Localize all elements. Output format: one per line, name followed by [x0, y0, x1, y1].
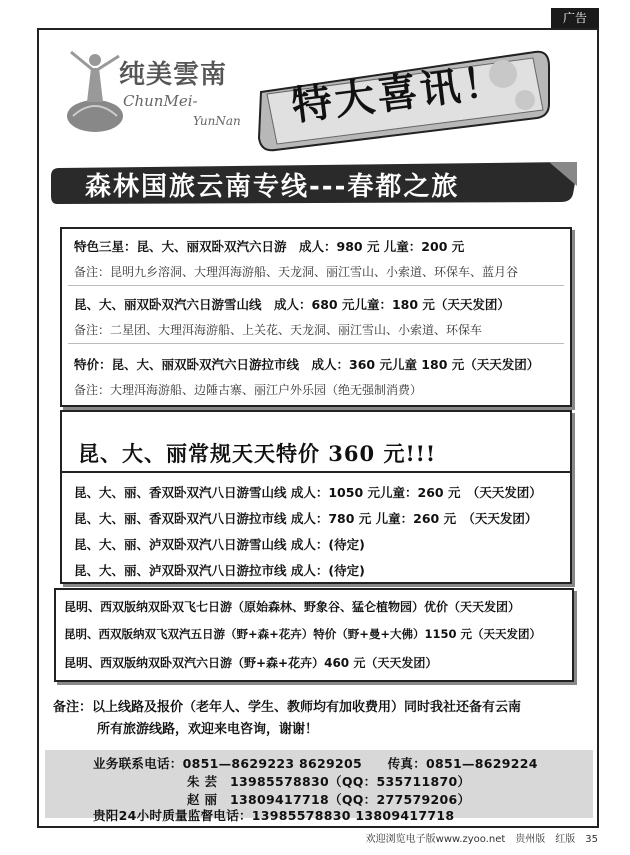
advertisement-frame	[37, 28, 599, 828]
route-note: 备注：大理洱海游船、边陲古寨、丽江户外乐园（绝无强制消费）	[74, 383, 423, 397]
route-line: 昆、大、丽双卧双汽六日游雪山线 成人：680 元儿童：180 元（天天发团）	[74, 297, 510, 312]
route-line: 昆、大、丽、香双卧双汽八日游拉市线 成人：780 元 儿童：260 元 （天天发团）	[74, 511, 538, 526]
route-note: 备注：昆明九乡溶洞、大理洱海游船、天龙洞、丽江雪山、小索道、环保车、蓝月谷	[74, 265, 519, 279]
tour-routes-box-1	[60, 227, 572, 407]
logo-english-text-2: YunNan	[193, 114, 241, 128]
contact-person-2: 赵 丽 13809417718（QQ：277579206）	[187, 792, 471, 807]
route-line: 特价：昆、大、丽双卧双汽六日游拉市线 成人：360 元儿童 180 元（天天发团）	[74, 357, 540, 372]
quality-hotline: 贵阳24小时质量监督电话：13985578830 13809417718	[93, 808, 455, 823]
tour-routes-box-4	[54, 588, 574, 682]
business-phone-line: 业务联系电话：0851—8629223 8629205 传真：0851—8629224	[93, 756, 538, 771]
remark-line-2: 所有旅游线路，欢迎来电咨询，谢谢！	[97, 722, 319, 737]
route-line: 昆、大、丽、泸双卧双汽八日游拉市线 成人：(待定)	[74, 563, 365, 578]
route-title: 森林国旅云南专线---春都之旅	[85, 172, 460, 202]
route-line: 特色三星：昆、大、丽双卧双汽六日游 成人：980 元 儿童：200 元	[74, 239, 465, 254]
route-line: 昆明、西双版纳双卧双飞七日游（原始森林、野象谷、猛仑植物园）优价（天天发团）	[64, 600, 521, 614]
title-strip	[49, 160, 579, 206]
special-offer-text: 昆、大、丽常规天天特价 360 元!!!	[78, 441, 437, 466]
logo-english-text: ChunMei-	[123, 92, 198, 110]
headline-banner	[253, 44, 553, 154]
route-note: 备注：二星团、大理洱海游船、上关花、天龙洞、丽江雪山、小索道、环保车	[74, 323, 483, 337]
route-line: 昆明、西双版纳双飞双汽五日游（野+森+花卉）特价（野+曼+大佛）1150 元（天天发团）	[64, 627, 542, 641]
contact-person-1: 朱 芸 13985578830（QQ：535711870）	[187, 774, 471, 789]
headline-text: 特大喜讯！	[289, 58, 509, 130]
divider	[68, 343, 564, 344]
ad-label: 广告	[551, 8, 599, 28]
chunmei-yunnan-logo	[61, 40, 249, 142]
contact-panel	[45, 750, 593, 823]
page-footer: 欢迎浏览电子版www.zyoo.net 贵州版 红版 35	[365, 834, 598, 845]
route-line: 昆明、西双版纳双卧双汽六日游（野+森+花卉）460 元（天天发团）	[64, 656, 438, 670]
divider	[68, 285, 564, 286]
special-offer-box	[60, 410, 572, 480]
dancer-logo-icon	[65, 46, 125, 136]
route-line: 昆、大、丽、香双卧双汽八日游雪山线 成人：1050 元儿童：260 元 （天天发团）	[74, 485, 542, 500]
remark-line-1: 备注：以上线路及报价（老年人、学生、教师均有加收费用）同时我社还备有云南	[53, 700, 522, 715]
route-line: 昆、大、丽、泸双卧双汽八日游雪山线 成人：(待定)	[74, 537, 365, 552]
tour-routes-box-3	[60, 471, 572, 584]
logo-chinese-text: 纯美雲南	[119, 60, 228, 90]
